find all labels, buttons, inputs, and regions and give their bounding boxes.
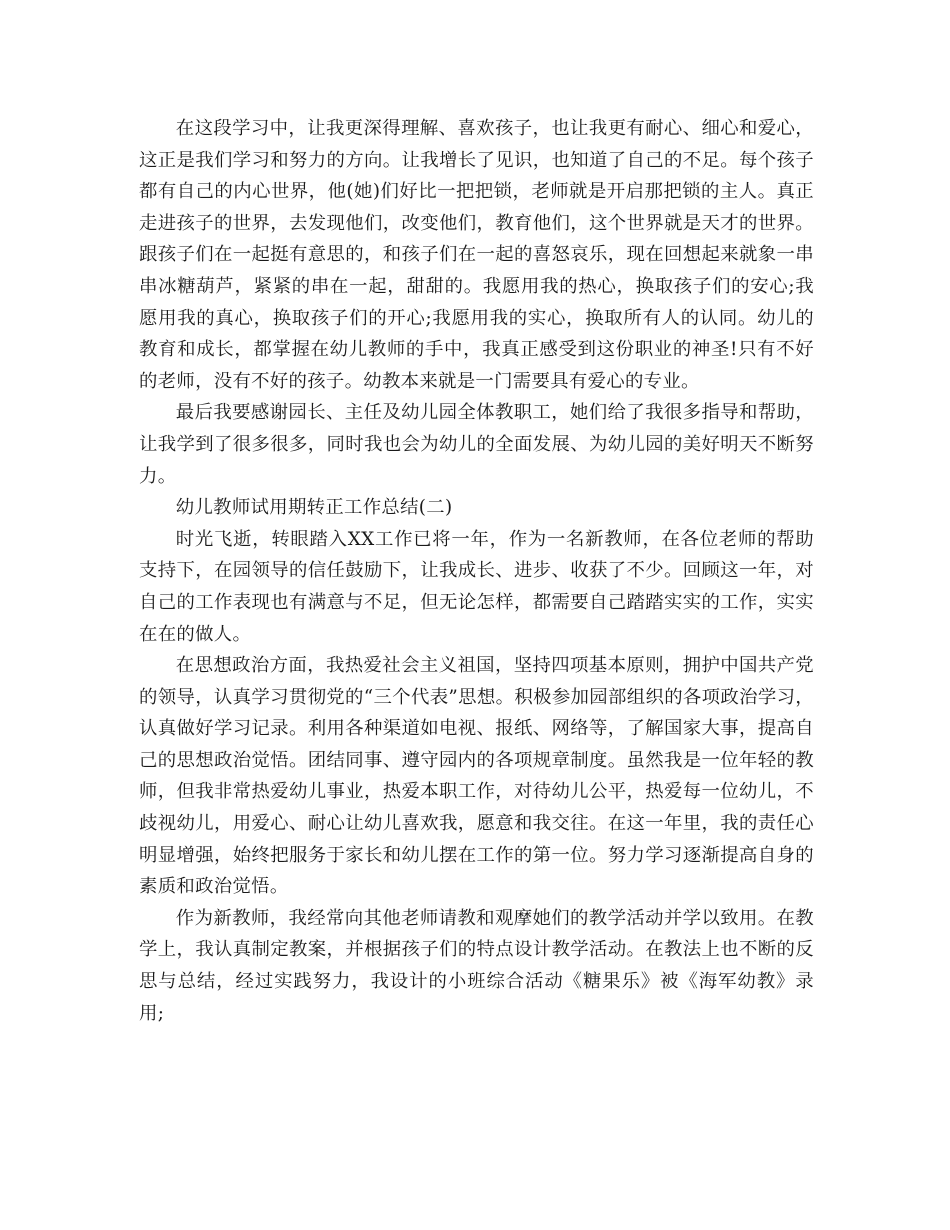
- paragraph-teaching: 作为新教师，我经常向其他老师请教和观摩她们的教学活动并学以致用。在教学上，我认真制定教案，并根据孩子们的特点设计教学活动。在教法上也不断的反思与总结，经过实践努力，我设计的小班综合活动《糖果乐》被《海军幼教》录用;: [139, 907, 814, 1024]
- paragraph-thanks: 最后我要感谢园长、主任及幼儿园全体教职工，她们给了我很多指导和帮助，让我学到了很多很多，同时我也会为幼儿的全面发展、为幼儿园的美好明天不断努力。: [139, 402, 814, 487]
- section-heading: 幼儿教师试用期转正工作总结(二): [175, 497, 453, 519]
- paragraph-politics: 在思想政治方面，我热爱社会主义祖国，坚持四项基本原则，拥护中国共产党的领导，认真学习贯彻党的“三个代表”思想。积极参加园部组织的各项政治学习，认真做好学习记录。利用各种渠道如电视、报纸、网络等，了解国家大事，提高自己的思想政治觉悟。团结同事、遵守园内的各项规章制度。虽然我是一位年轻的教师，但我非常热爱幼儿事业，热爱本职工作，对待幼儿公平，热爱每一位幼儿，不歧视幼儿，用爱心、耐心让幼儿喜欢我，愿意和我交往。在这一年里，我的责任心明显增强，始终把服务于家长和幼儿摆在工作的第一位。努力学习逐渐提高自身的素质和政治觉悟。: [139, 655, 814, 898]
- paragraph-reflection: 在这段学习中，让我更深得理解、喜欢孩子，也让我更有耐心、细心和爱心，这正是我们学习和努力的方向。让我增长了见识，也知道了自己的不足。每个孩子都有自己的内心世界，他(她)们好比一把把锁，老师就是开启那把锁的主人。真正走进孩子的世界，去发现他们，改变他们，教育他们，这个世界就是天才的世界。跟孩子们在一起挺有意思的，和孩子们在一起的喜怒哀乐，现在回想起来就象一串串冰糖葫芦，紧紧的串在一起，甜甜的。我愿用我的热心，换取孩子们的安心;我愿用我的真心，换取孩子们的开心;我愿用我的实心，换取所有人的认同。幼儿的教育和成长，都掌握在幼儿教师的手中，我真正感受到这份职业的神圣!只有不好的老师，没有不好的孩子。幼教本来就是一门需要具有爱心的专业。: [139, 118, 814, 392]
- paragraph-intro: 时光飞逝，转眼踏入XX工作已将一年，作为一名新教师，在各位老师的帮助支持下，在园领导的信任鼓励下，让我成长、进步、收获了不少。回顾这一年，对自己的工作表现也有满意与不足，但无论怎样，都需要自己踏踏实实的工作，实实在在的做人。: [139, 528, 814, 645]
- document-page: [139, 113, 814, 1029]
